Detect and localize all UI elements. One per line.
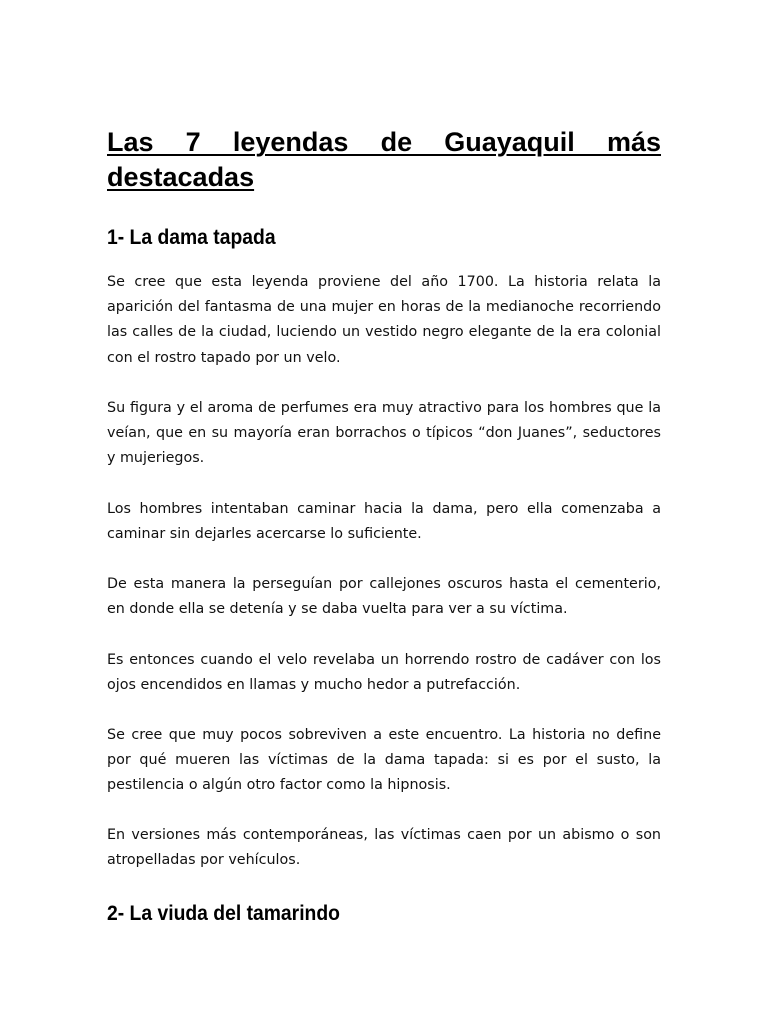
section-heading-1: 1- La dama tapada [107, 226, 276, 249]
paragraph-1: Se cree que esta leyenda proviene del año 1700. La historia relata la aparición del fantasma de una mujer en horas de la medianoche recorriendo las calles de la ciudad, luciendo un vestido negro elegante de la era colonial con el rostro tapado por un velo. [107, 274, 661, 366]
paragraph-7: En versiones más contemporáneas, las víctimas caen por un abismo o son atropelladas por vehículos. [107, 827, 661, 869]
paragraph-3: Los hombres intentaban caminar hacia la dama, pero ella comenzaba a caminar sin dejarles acercarse lo suficiente. [107, 501, 661, 543]
document-title: Las 7 leyendas de Guayaquil más destacadas [107, 127, 661, 192]
section-heading-2: 2- La viuda del tamarindo [107, 902, 340, 925]
paragraph-4: De esta manera la perseguían por callejones oscuros hasta el cementerio, en donde ella se detenía y se daba vuelta para ver a su víctima. [107, 576, 661, 618]
paragraph-2: Su figura y el aroma de perfumes era muy atractivo para los hombres que la veían, que en su mayoría eran borrachos o típicos “don Juanes”, seductores y mujeriegos. [107, 400, 661, 467]
paragraph-5: Es entonces cuando el velo revelaba un horrendo rostro de cadáver con los ojos encendidos en llamas y mucho hedor a putrefacción. [107, 652, 661, 694]
paragraph-6: Se cree que muy pocos sobreviven a este encuentro. La historia no define por qué mueren las víctimas de la dama tapada: si es por el susto, la pestilencia o algún otro factor como la hipnosis. [107, 727, 661, 794]
